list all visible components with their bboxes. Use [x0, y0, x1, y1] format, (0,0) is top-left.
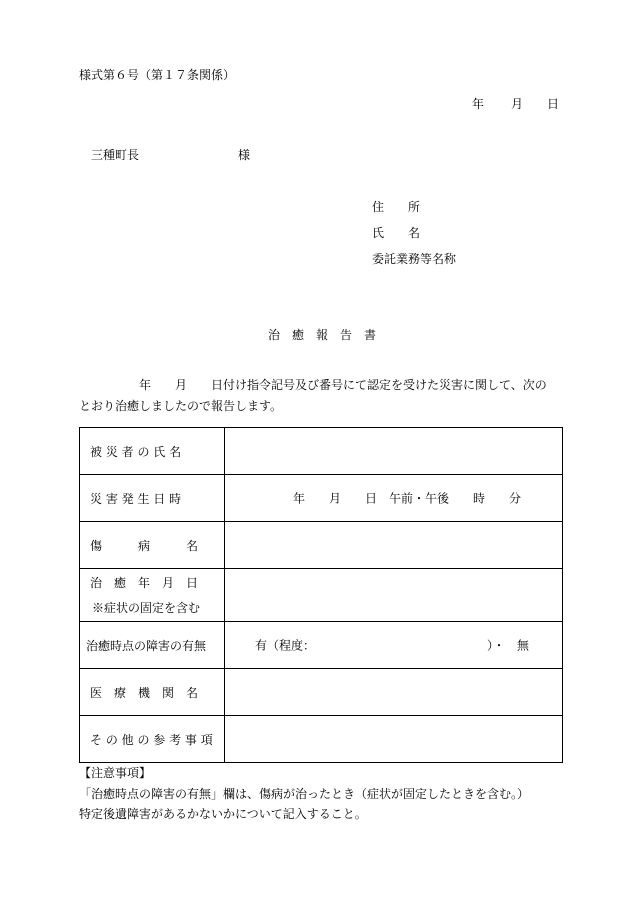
table-row	[80, 428, 563, 475]
form-number: 様式第６号（第１７条関係）	[79, 68, 236, 82]
accident-datetime-field[interactable]	[225, 475, 563, 522]
table-row	[80, 622, 563, 669]
table-row	[80, 475, 563, 522]
notes-line-2: 特定後遺障害があるかないかについて記入すること。	[79, 807, 367, 821]
recovery-date-label	[80, 569, 225, 622]
table-row	[80, 522, 563, 569]
victim-name-field[interactable]	[225, 428, 563, 475]
body-line-2: とおり治癒しましたので報告します。	[79, 399, 283, 413]
disability-no-option: ）・ 無	[487, 638, 530, 653]
notes-body	[79, 784, 563, 824]
document-title: 治 癒 報 告 書	[268, 328, 377, 342]
report-table	[79, 427, 563, 763]
sender-name-label: 氏 名	[372, 226, 421, 240]
date-day-label: 日	[547, 97, 560, 111]
recovery-date-field[interactable]	[225, 569, 563, 622]
date-year-label: 年	[472, 97, 485, 111]
addressee: 三種町長	[91, 148, 140, 162]
disability-presence-field[interactable]	[225, 622, 563, 669]
table-row	[80, 669, 563, 716]
date-month-label: 月	[511, 97, 524, 111]
injury-name-field[interactable]	[225, 522, 563, 569]
disability-yes-option: 有（程度：	[255, 638, 316, 653]
medical-institution-label: 医 療 機 関 名	[80, 669, 225, 716]
accident-datetime-label: 災 害 発 生 日 時	[80, 475, 225, 522]
sender-entrusted-work-label: 委託業務等名称	[372, 252, 457, 266]
disability-presence-label: 治癒時点の障害の有無	[80, 622, 225, 669]
injury-name-label: 傷 病 名	[80, 522, 225, 569]
notes-heading: 【注意事項】	[79, 766, 152, 780]
notes-line-1: 「治癒時点の障害の有無」欄は、傷病が治ったとき（症状が固定したときを含む。）	[79, 787, 530, 801]
table-row	[80, 716, 563, 763]
other-reference-label: そ の 他 の 参 考 事 項	[80, 716, 225, 763]
recovery-date-sub-note: ※症状の固定を含む	[92, 601, 201, 615]
table-row	[80, 569, 563, 622]
medical-institution-field[interactable]	[225, 669, 563, 716]
other-reference-field[interactable]	[225, 716, 563, 763]
body-line-1: 年 月 日付け指令記号及び番号にて認定を受けた災害に関して、次の	[79, 378, 547, 392]
accident-datetime-template: 年 月 日 午前・午後 時 分	[293, 491, 522, 506]
sender-address-label: 住 所	[372, 200, 421, 214]
addressee-honorific: 様	[238, 148, 251, 162]
body-paragraph	[79, 375, 563, 417]
victim-name-label: 被 災 者 の 氏 名	[80, 428, 225, 475]
recovery-date-label-text: 治 癒 年 月 日	[90, 576, 199, 590]
